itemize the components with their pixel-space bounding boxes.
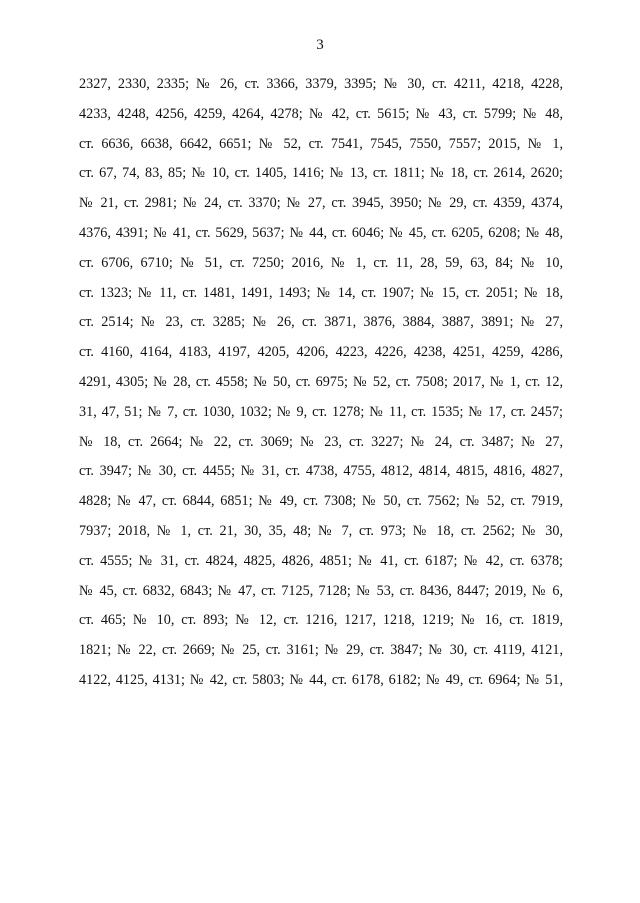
text-line: 4291, 4305; № 28, ст. 4558; № 50, ст. 6975; № 52, ст. 7508; 2017, № 1, ст. 12, <box>79 373 563 390</box>
text-line: 1821; № 22, ст. 2669; № 25, ст. 3161; № 29, ст. 3847; № 30, ст. 4119, 4121, <box>79 642 563 659</box>
text-line: ст. 4555; № 31, ст. 4824, 4825, 4826, 4851; № 41, ст. 6187; № 42, ст. 6378; <box>79 552 563 569</box>
text-line: 4233, 4248, 4256, 4259, 4264, 4278; № 42, ст. 5615; № 43, ст. 5799; № 48, <box>79 105 563 122</box>
body-text <box>79 75 563 701</box>
text-line: № 45, ст. 6832, 6843; № 47, ст. 7125, 7128; № 53, ст. 8436, 8447; 2019, № 6, <box>79 582 563 599</box>
page-number: 3 <box>316 37 324 53</box>
text-line: 4122, 4125, 4131; № 42, ст. 5803; № 44, ст. 6178, 6182; № 49, ст. 6964; № 51, <box>79 671 563 688</box>
text-line: № 18, ст. 2664; № 22, ст. 3069; № 23, ст. 3227; № 24, ст. 3487; № 27, <box>79 433 563 450</box>
text-line: ст. 6706, 6710; № 51, ст. 7250; 2016, № 1, ст. 11, 28, 59, 63, 84; № 10, <box>79 254 563 271</box>
text-line: ст. 465; № 10, ст. 893; № 12, ст. 1216, 1217, 1218, 1219; № 16, ст. 1819, <box>79 612 563 629</box>
text-line: 4828; № 47, ст. 6844, 6851; № 49, ст. 7308; № 50, ст. 7562; № 52, ст. 7919, <box>79 493 563 510</box>
text-line: 4376, 4391; № 41, ст. 5629, 5637; № 44, ст. 6046; № 45, ст. 6205, 6208; № 48, <box>79 224 563 241</box>
text-line: ст. 6636, 6638, 6642, 6651; № 52, ст. 7541, 7545, 7550, 7557; 2015, № 1, <box>79 135 563 152</box>
text-line: ст. 2514; № 23, ст. 3285; № 26, ст. 3871, 3876, 3884, 3887, 3891; № 27, <box>79 314 563 331</box>
text-line: ст. 1323; № 11, ст. 1481, 1491, 1493; № 14, ст. 1907; № 15, ст. 2051; № 18, <box>79 284 563 301</box>
text-line: 31, 47, 51; № 7, ст. 1030, 1032; № 9, ст. 1278; № 11, ст. 1535; № 17, ст. 2457; <box>79 403 563 420</box>
text-line: 7937; 2018, № 1, ст. 21, 30, 35, 48; № 7, ст. 973; № 18, ст. 2562; № 30, <box>79 522 563 539</box>
text-line: 2327, 2330, 2335; № 26, ст. 3366, 3379, 3395; № 30, ст. 4211, 4218, 4228, <box>79 76 563 92</box>
text-line: ст. 3947; № 30, ст. 4455; № 31, ст. 4738, 4755, 4812, 4814, 4815, 4816, 4827, <box>79 463 563 480</box>
text-line: ст. 67, 74, 83, 85; № 10, ст. 1405, 1416; № 13, ст. 1811; № 18, ст. 2614, 2620; <box>79 165 563 182</box>
text-line: ст. 4160, 4164, 4183, 4197, 4205, 4206, 4223, 4226, 4238, 4251, 4259, 4286, <box>79 344 563 361</box>
text-line: № 21, ст. 2981; № 24, ст. 3370; № 27, ст. 3945, 3950; № 29, ст. 4359, 4374, <box>79 195 563 212</box>
